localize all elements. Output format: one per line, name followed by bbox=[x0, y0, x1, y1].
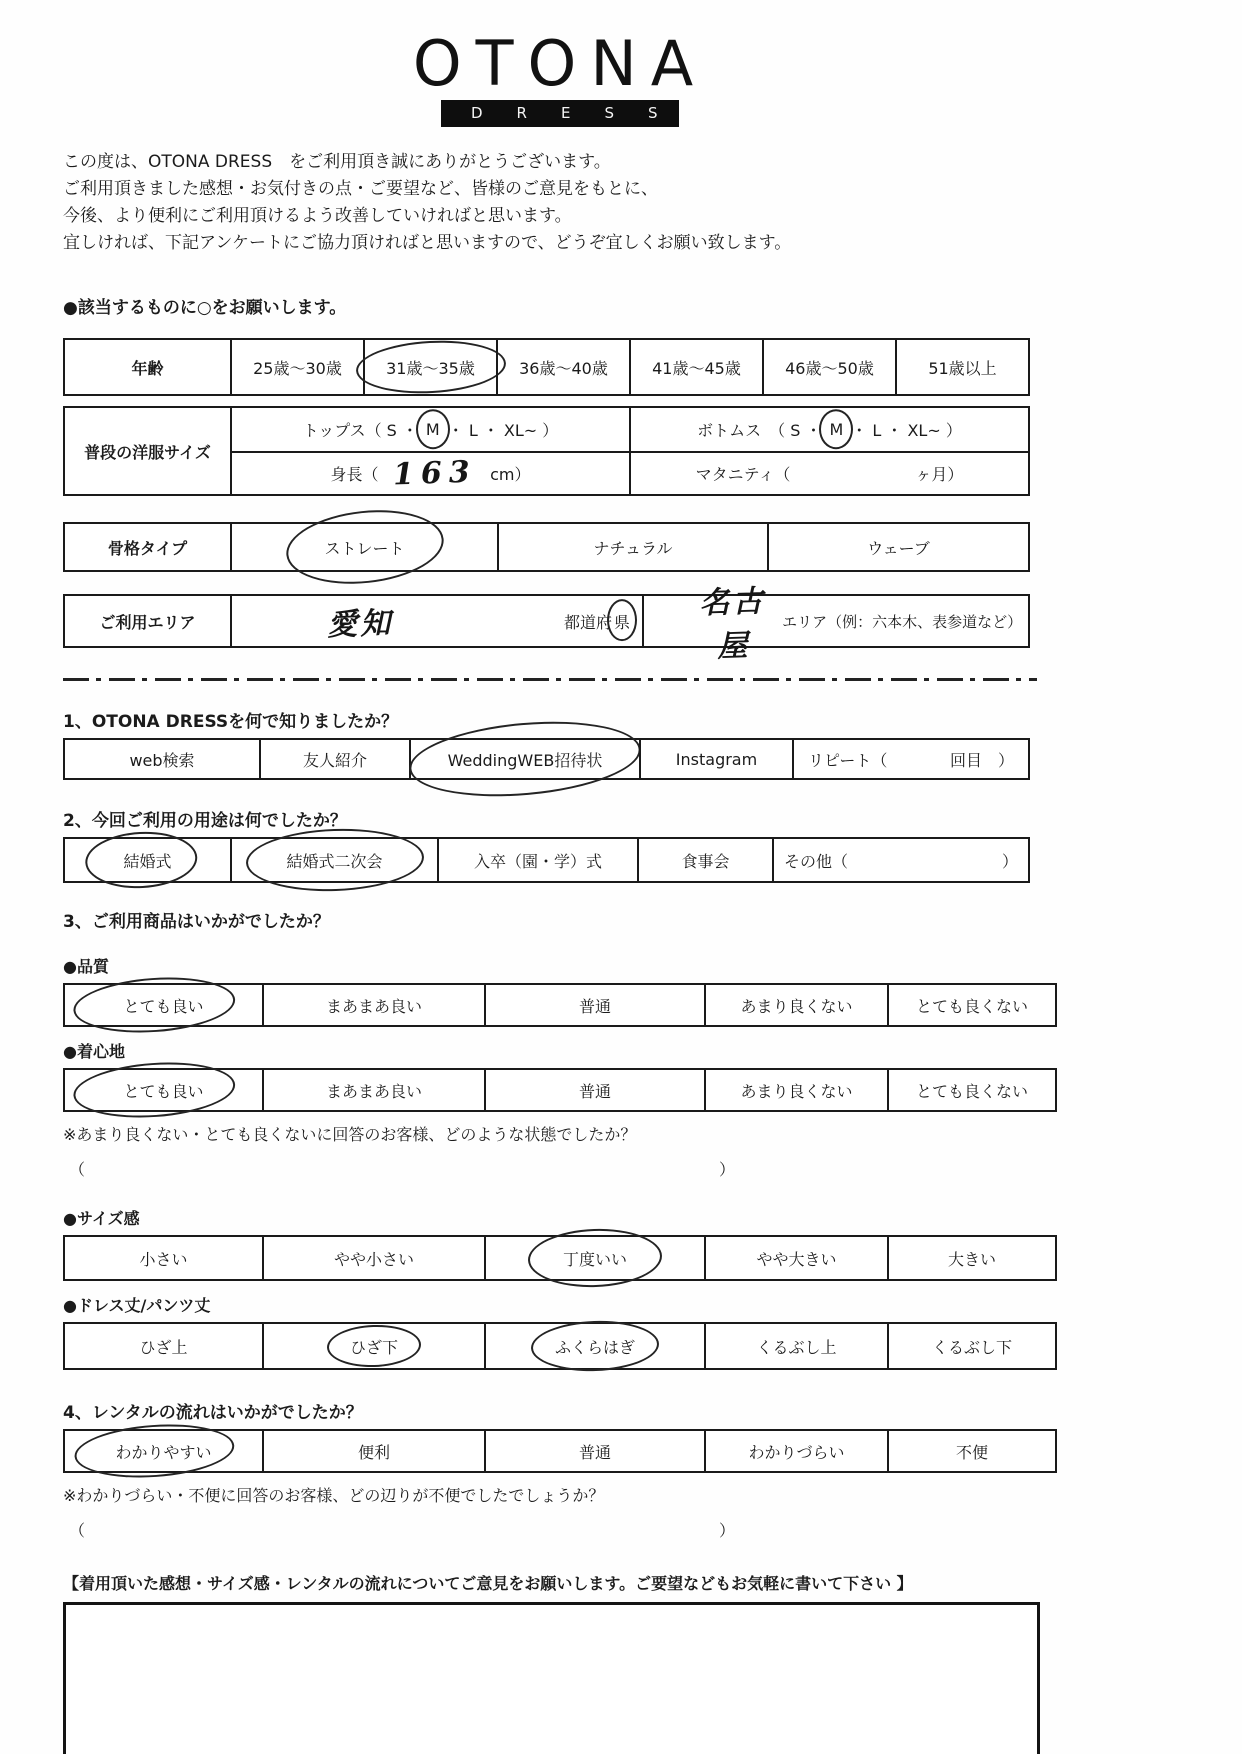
quality-option-good: まあまあ良い bbox=[262, 985, 484, 1025]
quality-table bbox=[63, 983, 1057, 1027]
quality-option-bad: とても良くない bbox=[887, 985, 1055, 1025]
q4-option-easy bbox=[65, 1431, 262, 1471]
height-label: 身長（ bbox=[330, 465, 379, 485]
age-option-51plus: 51歳以上 bbox=[895, 340, 1028, 394]
age-label: 年齢 bbox=[131, 358, 164, 378]
quality-option-notgood: あまり良くない bbox=[704, 985, 887, 1025]
length-calf-label: ふくらはぎ bbox=[554, 1337, 635, 1357]
tops-selected-size bbox=[426, 420, 440, 439]
comfort-option-notgood: あまり良くない bbox=[704, 1070, 887, 1110]
length-option-aboveankle: くるぶし上 bbox=[704, 1324, 887, 1368]
intro-paragraph bbox=[63, 149, 1242, 257]
sizefit-option-bitbig: やや大きい bbox=[704, 1237, 887, 1279]
logo-title: OTONA bbox=[412, 27, 708, 100]
q1-title: 1、OTONA DRESSを何で知りましたか？ bbox=[63, 712, 399, 733]
age-option-46-50: 46歳〜50歳 bbox=[762, 340, 895, 394]
length-option-belowknee bbox=[262, 1324, 484, 1368]
q2-title: 2、今回ご利用の用途は何でしたか？ bbox=[63, 811, 347, 832]
age-option-36-40: 36歳〜40歳 bbox=[496, 340, 629, 394]
q4-easy-label: わかりやすい bbox=[115, 1442, 212, 1462]
maternity-label: マタニティ（ bbox=[695, 465, 791, 485]
tops-suffix: ・ L ・ XL~ ） bbox=[447, 421, 559, 441]
tops-m-label: M bbox=[425, 420, 440, 440]
q1-option-instagram: Instagram bbox=[639, 740, 792, 778]
q4-title: 4、レンタルの流れはいかがでしたか？ bbox=[63, 1403, 363, 1424]
length-table bbox=[63, 1322, 1057, 1370]
length-option-calf bbox=[484, 1324, 704, 1368]
skeleton-straight-label: ストレート bbox=[324, 538, 405, 558]
intro-line-4: 宜しければ、下記アンケートにご協力頂ければと思いますので、どうぞ宜しくお願い致します。 bbox=[63, 233, 792, 254]
q1-repeat-label: リピート（ bbox=[808, 750, 888, 770]
q4-option-inconvenient: 不便 bbox=[887, 1431, 1055, 1471]
q4-note: ※わかりづらい・不便に回答のお客様、どの辺りが不便でしたでしょうか？ bbox=[63, 1486, 605, 1506]
q4-table bbox=[63, 1429, 1057, 1473]
logo-subtitle: DRESS bbox=[441, 100, 679, 127]
skeleton-option-wave: ウェーブ bbox=[767, 524, 1028, 570]
q4-paren-close: ） bbox=[718, 1521, 735, 1541]
prefecture-label-tail-wrap bbox=[614, 610, 630, 633]
q3-answer-line bbox=[63, 1157, 735, 1180]
age-option-41-45: 41歳〜45歳 bbox=[629, 340, 762, 394]
q2-wedding-label: 結婚式 bbox=[123, 851, 172, 871]
q2-option-ceremony: 入卒（園・学）式 bbox=[437, 839, 637, 881]
quality-label: ●品質 bbox=[63, 957, 109, 977]
q4-option-confusing: わかりづらい bbox=[704, 1431, 887, 1471]
city-handwritten-value: 名古屋 bbox=[698, 584, 767, 665]
skeleton-type-table bbox=[63, 522, 1030, 572]
length-option-aboveknee: ひざ上 bbox=[139, 1337, 188, 1357]
q2-option-wedding bbox=[65, 839, 230, 881]
height-unit: cm） bbox=[490, 465, 531, 485]
q1-option-repeat bbox=[792, 740, 1028, 778]
q1-option-friend: 友人紹介 bbox=[259, 740, 409, 778]
skeleton-label: 骨格タイプ bbox=[107, 538, 188, 558]
bottoms-prefix: ボトムス （ S ・ bbox=[697, 421, 822, 441]
q4-option-convenient: 便利 bbox=[262, 1431, 484, 1471]
prefecture-label-tail: 県 bbox=[613, 612, 630, 632]
q2-option-afterparty bbox=[230, 839, 437, 881]
height-handwritten-value: 163 bbox=[391, 454, 477, 493]
clothing-size-label: 普段の洋服サイズ bbox=[84, 442, 211, 462]
prefecture-label-head: 都道府 bbox=[563, 612, 612, 632]
sizefit-option-just bbox=[484, 1237, 704, 1279]
bottoms-suffix: ・ L ・ XL~ ） bbox=[851, 421, 962, 441]
q1-repeat-suffix: 回目 ） bbox=[949, 750, 1014, 770]
sizefit-table bbox=[63, 1235, 1057, 1281]
city-cell bbox=[642, 584, 1028, 665]
q1-option-web: web検索 bbox=[129, 750, 195, 770]
quality-option-verygood bbox=[65, 985, 262, 1025]
comfort-table bbox=[63, 1068, 1057, 1112]
intro-line-2: ご利用頂きました感想・お気付きの点・ご要望など、皆様のご意見をもとに、 bbox=[63, 179, 658, 200]
comfort-option-bad: とても良くない bbox=[887, 1070, 1055, 1110]
q2-table bbox=[63, 837, 1030, 883]
clothing-size-body bbox=[230, 408, 1028, 494]
q2-other-close: ） bbox=[1001, 851, 1018, 871]
skeleton-option-natural: ナチュラル bbox=[497, 524, 767, 570]
logo bbox=[63, 27, 1057, 127]
length-label: ●ドレス丈/パンツ丈 bbox=[63, 1296, 211, 1316]
q2-other-label: その他（ bbox=[784, 851, 849, 871]
dashed-separator bbox=[63, 678, 1037, 681]
length-belowknee-label: ひざ下 bbox=[349, 1337, 398, 1357]
comfort-verygood-label: とても良い bbox=[123, 1081, 204, 1101]
comfort-label: ●着心地 bbox=[63, 1042, 125, 1062]
sizefit-just-label: 丁度いい bbox=[562, 1249, 627, 1269]
q1-weddingweb-label: WeddingWEB招待状 bbox=[447, 750, 603, 770]
prefecture-cell bbox=[230, 596, 642, 646]
comfort-option-normal: 普通 bbox=[484, 1070, 704, 1110]
q3-paren-close: ） bbox=[718, 1160, 735, 1180]
bottoms-selected-size bbox=[829, 420, 843, 439]
quality-verygood-label: とても良い bbox=[123, 996, 204, 1016]
age-option-31-35-label: 31歳〜35歳 bbox=[386, 358, 475, 378]
q2-afterparty-label: 結婚式二次会 bbox=[286, 851, 383, 871]
q3-title: 3、ご利用商品はいかがでしたか？ bbox=[63, 912, 330, 933]
q2-option-other bbox=[772, 839, 1028, 881]
intro-line-3: 今後、より便利にご利用頂けるよう改善していければと思います。 bbox=[63, 206, 572, 227]
sizefit-option-small: 小さい bbox=[139, 1249, 188, 1269]
comfort-option-verygood bbox=[65, 1070, 262, 1110]
age-option-25-30: 25歳〜30歳 bbox=[230, 340, 363, 394]
skeleton-option-straight bbox=[230, 524, 497, 570]
tops-prefix: トップス（ S ・ bbox=[302, 421, 418, 441]
q3-note: ※あまり良くない・とても良くないに回答のお客様、どのような状態でしたか？ bbox=[63, 1125, 637, 1145]
length-option-belowankle: くるぶし下 bbox=[887, 1324, 1055, 1368]
usage-area-label: ご利用エリア bbox=[99, 612, 196, 632]
clothing-size-table bbox=[63, 406, 1030, 496]
q4-option-normal: 普通 bbox=[484, 1431, 704, 1471]
sizefit-option-bitsmall: やや小さい bbox=[262, 1237, 484, 1279]
tops-size-cell bbox=[232, 408, 629, 451]
comments-title: 【着用頂いた感想・サイズ感・レンタルの流れについてご意見をお願いします。ご要望などもお気軽に書いて下さい 】 bbox=[63, 1574, 913, 1594]
sizefit-option-big: 大きい bbox=[887, 1237, 1055, 1279]
age-table bbox=[63, 338, 1030, 396]
instruction-heading: ●該当するものに○をお願いします。 bbox=[63, 298, 347, 319]
q1-table bbox=[63, 738, 1030, 780]
q3-paren-open: （ bbox=[69, 1160, 86, 1180]
prefecture-handwritten-value: 愛知 bbox=[326, 606, 394, 644]
bottoms-size-cell bbox=[629, 408, 1028, 451]
area-hint: エリア（例：六本木、表参道など） bbox=[782, 612, 1023, 631]
maternity-unit: ヶ月） bbox=[915, 465, 964, 485]
maternity-cell bbox=[629, 453, 1028, 494]
q2-option-dinner: 食事会 bbox=[637, 839, 772, 881]
age-option-31-35 bbox=[363, 340, 496, 394]
q4-answer-line bbox=[63, 1518, 735, 1541]
height-cell bbox=[232, 453, 629, 494]
comfort-option-good: まあまあ良い bbox=[262, 1070, 484, 1110]
sizefit-label: ●サイズ感 bbox=[63, 1209, 140, 1229]
intro-line-1: この度は、OTONA DRESS をご利用頂き誠にありがとうございます。 bbox=[63, 152, 611, 173]
q4-paren-open: （ bbox=[69, 1521, 86, 1541]
usage-area-table bbox=[63, 584, 1030, 665]
q1-option-weddingweb bbox=[409, 740, 639, 778]
quality-option-normal: 普通 bbox=[484, 985, 704, 1025]
comments-box bbox=[63, 1602, 1040, 1754]
bottoms-m-label: M bbox=[829, 420, 844, 440]
